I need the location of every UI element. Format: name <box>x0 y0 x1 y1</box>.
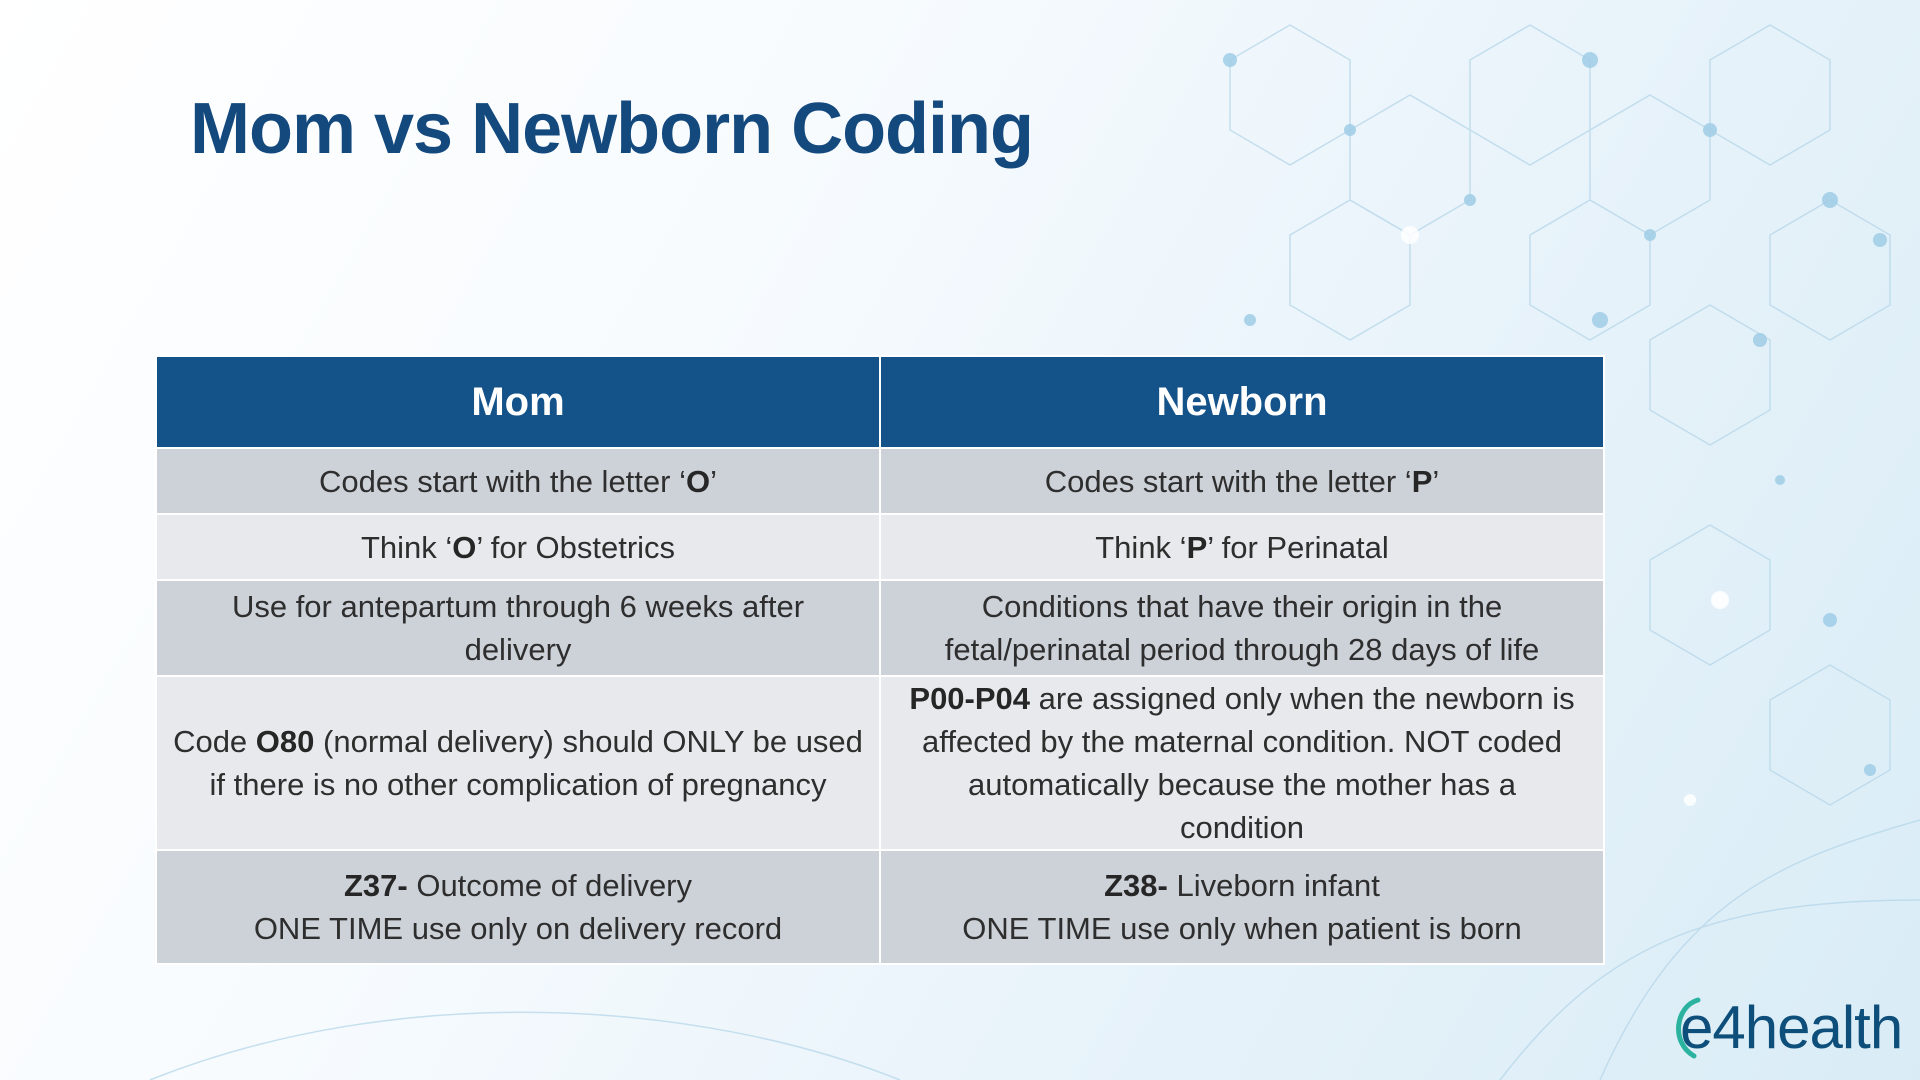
newborn-cell: Z38- Liveborn infant ONE TIME use only when patient is born <box>880 850 1604 964</box>
table-row <box>156 580 1604 676</box>
mom-cell: Use for antepartum through 6 weeks after delivery <box>156 580 880 676</box>
newborn-cell: Think ‘P’ for Perinatal <box>880 514 1604 580</box>
coding-comparison-table <box>155 355 1605 965</box>
newborn-cell: Conditions that have their origin in the fetal/perinatal period through 28 days of life <box>880 580 1604 676</box>
table-row <box>156 850 1604 964</box>
mom-cell: Code O80 (normal delivery) should ONLY be used if there is no other complication of pregnancy <box>156 676 880 850</box>
logo-text: e4health <box>1680 993 1903 1061</box>
newborn-cell: Codes start with the letter ‘P’ <box>880 448 1604 514</box>
table-row <box>156 514 1604 580</box>
mom-cell: Think ‘O’ for Obstetrics <box>156 514 880 580</box>
slide-title: Mom vs Newborn Coding <box>190 89 1033 169</box>
e4health-logo <box>1668 992 1902 1062</box>
newborn-cell: P00-P04 are assigned only when the newborn is affected by the maternal condition. NOT coded automatically because the mother has a condition <box>880 676 1604 850</box>
table-row <box>156 676 1604 850</box>
header-mom: Mom <box>156 356 880 448</box>
table-header-row <box>156 356 1604 448</box>
mom-cell: Z37- Outcome of delivery ONE TIME use only on delivery record <box>156 850 880 964</box>
header-newborn: Newborn <box>880 356 1604 448</box>
table-row <box>156 448 1604 514</box>
mom-cell: Codes start with the letter ‘O’ <box>156 448 880 514</box>
